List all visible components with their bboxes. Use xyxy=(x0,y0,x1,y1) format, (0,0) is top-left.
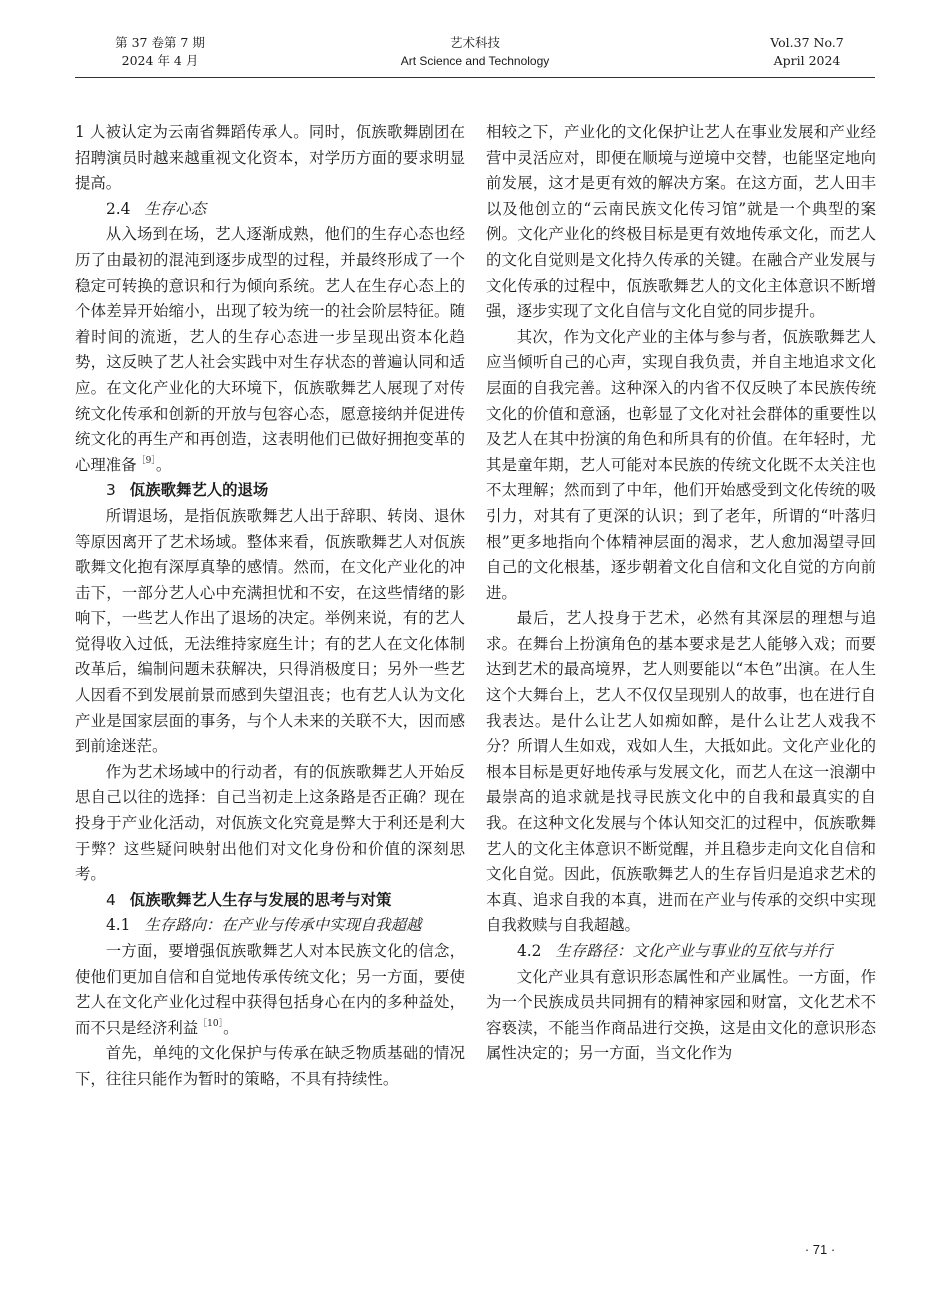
paragraph-end: 。 xyxy=(155,455,172,474)
journal-issue xyxy=(95,34,225,70)
paragraph: 所谓退场，是指佤族歌舞艺人出于辞职、转岗、退休等原因离开了艺术场域。整体来看，佤族歌舞艺人对佤族歌舞文化抱有深厚真挚的感情。然而，在文化产业化的冲击下，一部分艺人心中充满担忧和不安，在这些情绪的影响下，一些艺人作出了退场的决定。举例来说，有的艺人觉得收入过低，无法维持家庭生计；有的艺人在文化体制改革后，编制问题未获解决，只得消极度日；另外一些艺人因看不到发展前景而感到失望沮丧；也有艺人认为文化产业是国家层面的事务，与个人未来的关联不大，因而感到前途迷茫。 xyxy=(75,506,465,756)
section-title: 生存心态 xyxy=(144,199,207,218)
journal-title xyxy=(325,34,625,70)
paragraph: 最后，艺人投身于艺术，必然有其深层的理想与追求。在舞台上扮演角色的基本要求是艺人能够入戏；而要达到艺术的最高境界，艺人则要能以“本色”出演。在人生这个大舞台上，艺人不仅仅呈现别人的故事，也在进行自我表达。是什么让艺人如痴如醉，是什么让艺人戏我不分？所谓人生如戏，戏如人生，大抵如此。文化产业化的根本目标是更好地传承与发展文化，而艺人在这一浪潮中最崇高的追求就是找寻民族文化中的自我和最真实的自我。在这种文化发展与个体认知交汇的过程中，佤族歌舞艺人的文化主体意识不断觉醒，并且稳步走向文化自信和文化自觉。因此，佤族歌舞艺人的生存旨归是追求艺术的本真、追求自我的本真，进而在产业与传承的交织中实现自我救赎与自我超越。 xyxy=(486,609,876,935)
page-number: · 71 · xyxy=(804,1242,836,1257)
paragraph: 相较之下，产业化的文化保护让艺人在事业发展和产业经营中灵活应对，即便在顺境与逆境中交替，也能坚定地向前发展，这才是更有效的解决方案。在这方面，艺人田丰以及他创立的“云南民族文化传习馆”就是一个典型的案例。文化产业化的终极目标是更有效地传承文化，而艺人的文化自觉则是文化持久传承的关键。在融合产业发展与文化传承的过程中，佤族歌舞艺人的文化主体意识不断增强，逐步实现了文化自信与文化自觉的同步提升。 xyxy=(486,123,876,321)
paragraph: 其次，作为文化产业的主体与参与者，佤族歌舞艺人应当倾听自己的心声，实现自我负责，并自主地追求文化层面的自我完善。这种深入的内省不仅反映了本民族传统文化的价值和意涵，也彰显了文化对社会群体的重要性以及艺人在其中扮演的角色和所具有的价值。在年轻时，尤其是童年期，艺人可能对本民族的传统文化既不太关注也不太理解；然而到了中年，他们开始感受到文化传统的吸引力，对其有了更深的认识；到了老年，所谓的“叶落归根”更多地指向个体精神层面的渴求，艺人愈加渴望寻回自己的文化根基，逐步朝着文化自信和文化自觉的方向前进。 xyxy=(486,327,876,602)
left-column xyxy=(75,120,465,1093)
date-cn: 2024 年 4 月 xyxy=(121,53,199,68)
right-column xyxy=(486,120,876,1067)
paragraph-end: 。 xyxy=(223,1018,239,1037)
paragraph-text: 一方面，要增强佤族歌舞艺人对本民族文化的信念，使他们更加自信和自觉地传承传统文化；另一方面，要使艺人在文化产业化过程中获得包括身心在内的多种益处，而不只是经济利益 xyxy=(75,942,465,1037)
section-number: 3 xyxy=(106,481,116,500)
date-en: April 2024 xyxy=(773,53,841,68)
section-heading-4 xyxy=(75,888,465,914)
section-title: 生存路向：在产业与传承中实现自我超越 xyxy=(144,916,422,935)
section-heading-4-2 xyxy=(486,939,876,965)
section-number: 2.4 xyxy=(106,199,131,218)
header-rule xyxy=(75,77,875,78)
paragraph xyxy=(75,222,465,478)
journal-title-en: Art Science and Technology xyxy=(400,54,550,68)
paragraph-text: 从入场到在场，艺人逐渐成熟，他们的生存心态也经历了由最初的混沌到逐步成型的过程，并最终形成了一个稳定可转换的意识和行为倾向系统。艺人在生存心态上的个体差异开始缩小，出现了较为统一的社会阶层特征。随着时间的流逝，艺人的生存心态进一步呈现出资本化趋势，这反映了艺人社会实践中对生存状态的普遍认同和适应。在文化产业化的大环境下，佤族歌舞艺人展现了对传统文化传承和创新的开放与包容心态，愿意接纳并促进传统文化的再生产和再创造，这表明他们已做好拥抱变革的心理准备 xyxy=(75,225,465,474)
volume-issue-en: Vol.37 No.7 xyxy=(770,35,844,50)
section-heading-4-1 xyxy=(75,913,465,939)
paragraph: 作为艺术场域中的行动者，有的佤族歌舞艺人开始反思自己以往的选择：自己当初走上这条路是否正确？现在投身于产业化活动，对佤族文化究竟是弊大于利还是利大于弊？这些疑问映射出他们对文化身份和价值的深刻思考。 xyxy=(75,762,465,884)
paragraph: 1 人被认定为云南省舞蹈传承人。同时，佤族歌舞剧团在招聘演员时越来越重视文化资本，对学历方面的要求明显提高。 xyxy=(75,123,465,193)
section-title: 佤族歌舞艺人的退场 xyxy=(129,481,269,500)
citation-ref[interactable]: ［9］ xyxy=(136,455,156,466)
journal-issue-en xyxy=(742,34,872,70)
paragraph: 文化产业具有意识形态属性和产业属性。一方面，作为一个民族成员共同拥有的精神家园和财富，文化艺术不容亵渎，不能当作商品进行交换，这是由文化的意识形态属性决定的；另一方面，当文化作为 xyxy=(486,967,876,1063)
citation-ref[interactable]: ［10］ xyxy=(198,1018,224,1029)
section-title: 佤族歌舞艺人生存与发展的思考与对策 xyxy=(129,890,392,909)
section-number: 4.1 xyxy=(106,916,131,935)
journal-title-cn: 艺术科技 xyxy=(449,35,500,50)
paragraph: 首先，单纯的文化保护与传承在缺乏物质基础的情况下，往往只能作为暂时的策略，不具有持续性。 xyxy=(75,1044,465,1088)
volume-issue-cn: 第 37 卷第 7 期 xyxy=(115,35,205,50)
section-number: 4.2 xyxy=(517,942,542,960)
section-title: 生存路径：文化产业与事业的互依与并行 xyxy=(555,942,833,960)
section-number: 4 xyxy=(106,890,116,909)
running-header xyxy=(0,0,950,80)
section-heading-3 xyxy=(75,478,465,504)
paragraph xyxy=(75,939,465,1041)
section-heading-2-4 xyxy=(75,197,465,223)
